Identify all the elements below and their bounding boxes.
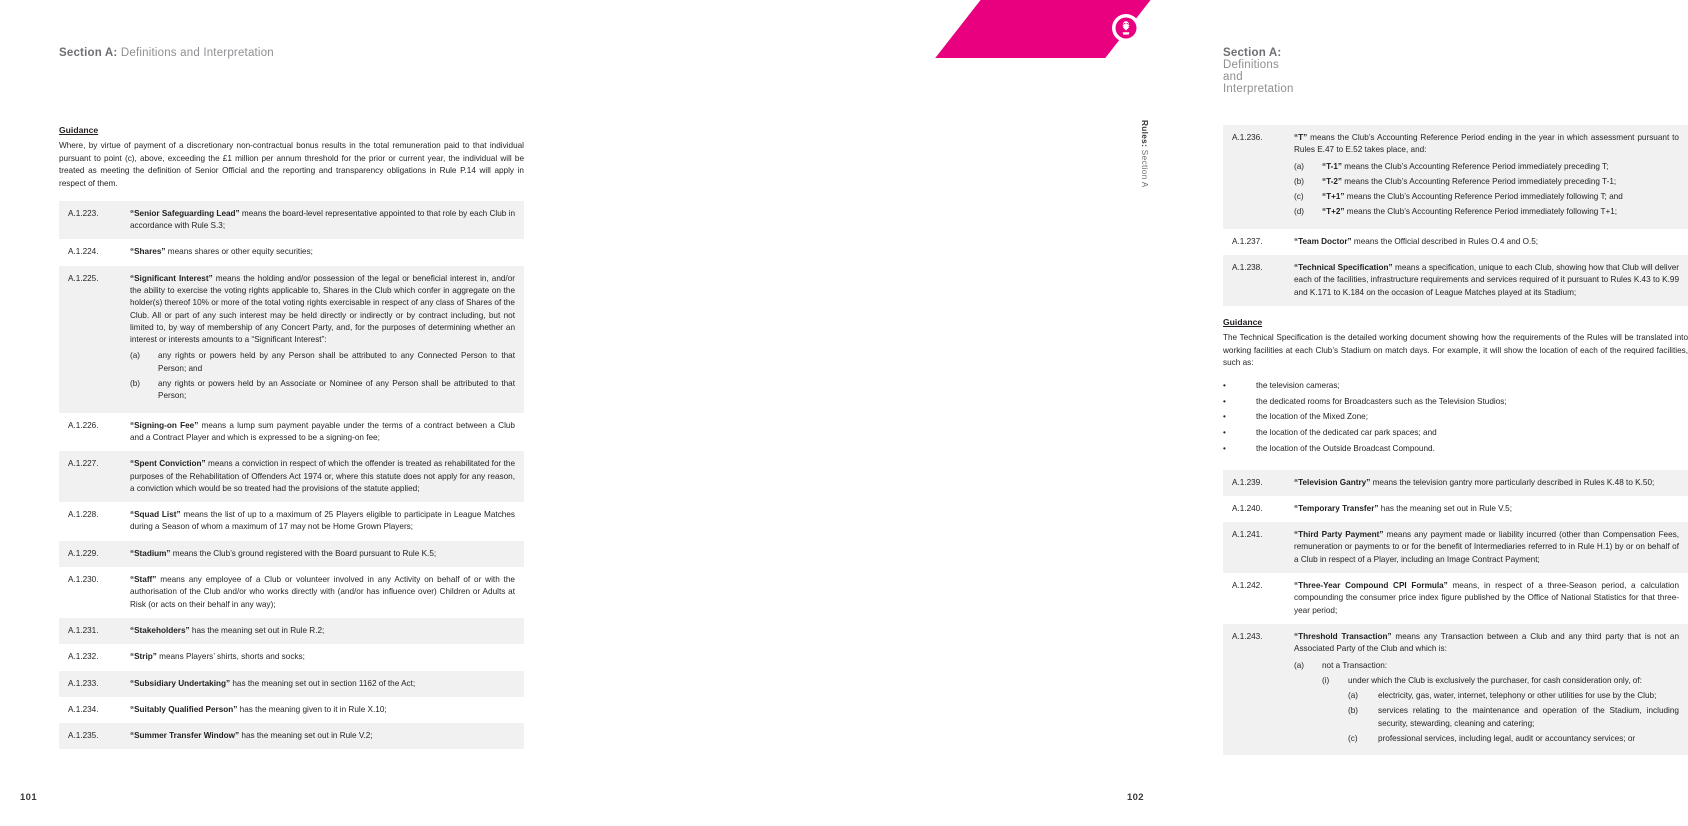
definition-sublist xyxy=(1294,161,1679,219)
definition-text: has the meaning set out in Rule V.5; xyxy=(1378,503,1512,513)
definition-body xyxy=(121,451,524,502)
list-item-term: “T+2” xyxy=(1322,207,1345,217)
definition-body xyxy=(1285,255,1688,306)
list-item-term: “T+1” xyxy=(1322,192,1345,202)
definition-number: A.1.227. xyxy=(59,451,121,502)
table-row xyxy=(59,413,524,452)
definition-text: has the meaning set out in Rule V.2; xyxy=(239,731,373,741)
definition-number: A.1.237. xyxy=(1223,229,1285,255)
list-item-text: means the Club’s Accounting Reference Period immediately following T+1; xyxy=(1344,207,1618,217)
list-item-label: (b) xyxy=(1294,176,1305,186)
definition-sublist-level3 xyxy=(1348,690,1679,745)
list-item-label: (a) xyxy=(1294,161,1305,171)
table-row xyxy=(1223,125,1688,229)
list-item-text: any rights or powers held by any Person shall be attributed to any Connected Person to that Person; and xyxy=(158,351,515,373)
page-number-left: 101 xyxy=(20,792,38,803)
definition-text: has the meaning set out in Rule R.2; xyxy=(189,625,325,635)
table-row xyxy=(59,567,524,618)
definition-body xyxy=(121,413,524,452)
list-item: • the location of the dedicated car park spaces; and xyxy=(1223,427,1688,440)
list-item-label: (i) xyxy=(1322,675,1330,685)
definition-term: “Senior Safeguarding Lead” xyxy=(130,208,240,218)
definition-term: “Three-Year Compound CPI Formula” xyxy=(1294,581,1448,591)
definition-body xyxy=(1285,522,1688,573)
definition-body xyxy=(121,671,524,697)
right-content-column xyxy=(1223,125,1688,755)
list-item xyxy=(130,378,515,403)
definition-text: means the holding and/or possession of the legal or beneficial interest in, and/or the ability to exercise the voting rights applicable to, Shares in the Club which confer in aggregate on the holder(s) thereof 10% or more of the total voting rights exercisable in respect of any class of Shares of the Club. All or part of any such interest may be held directly or indirectly or by contract including, but not limited to, by way of membership of any Concert Party, and, for the purposes of determining whether an interest or interests amounts to a “Significant Interest”: xyxy=(130,273,515,345)
definition-text: means a specification, unique to each Club, showing how that Club will deliver each of the facilities, infrastructure requirements and services required of it pursuant to Rules K.43 to K.99 and K.171 to K.184 on the occasion of League Matches played at its Stadium; xyxy=(1294,263,1679,297)
table-row xyxy=(1223,496,1688,522)
list-item xyxy=(130,350,515,375)
definition-number: A.1.243. xyxy=(1223,624,1285,755)
right-page xyxy=(582,0,1688,826)
list-item xyxy=(1294,660,1679,746)
definition-number: A.1.233. xyxy=(59,671,121,697)
list-item-label: (a) xyxy=(1348,691,1359,701)
definitions-table-left xyxy=(59,201,524,750)
definition-term: “Spent Conviction” xyxy=(130,459,206,469)
table-row xyxy=(1223,470,1688,496)
table-row xyxy=(59,644,524,670)
table-row xyxy=(59,201,524,240)
definition-number: A.1.223. xyxy=(59,201,121,240)
definition-body xyxy=(121,502,524,541)
definition-number: A.1.228. xyxy=(59,502,121,541)
running-head-title: Definitions and Interpretation xyxy=(1223,59,1294,95)
definition-text: means the television gantry more particularly described in Rules K.48 to K.50; xyxy=(1370,477,1655,487)
left-page xyxy=(0,0,582,826)
table-row xyxy=(1223,522,1688,573)
definition-text: means, in respect of a three-Season period, a calculation compounding the consumer price index figure published by the Office of National Statistics for that three-year period; xyxy=(1294,581,1680,615)
list-item-text: means the Club’s Accounting Reference Period immediately following T; and xyxy=(1344,192,1623,202)
running-head-section: Section A: xyxy=(1223,47,1282,59)
definition-term: “Significant Interest” xyxy=(130,273,213,283)
definition-number: A.1.242. xyxy=(1223,573,1285,624)
definition-body xyxy=(1285,229,1688,255)
definition-number: A.1.224. xyxy=(59,239,121,265)
definition-sublist-level2 xyxy=(1322,675,1679,745)
definition-term: “Television Gantry” xyxy=(1294,477,1371,487)
list-item-label: (b) xyxy=(1348,706,1359,716)
side-tab-label: Rules: xyxy=(1140,120,1150,148)
definition-body xyxy=(121,239,524,265)
list-item xyxy=(1294,161,1679,173)
list-item-label: (b) xyxy=(130,379,141,389)
section-side-tab xyxy=(1136,120,1150,188)
definition-text: means the list of up to a maximum of 25 Players eligible to participate in League Matches during a Season of whom a maximum of 17 may not be Home Grown Players; xyxy=(130,510,515,532)
list-item-label: (c) xyxy=(1294,192,1304,202)
section-spacer xyxy=(1223,459,1688,470)
page-number-right: 102 xyxy=(1126,792,1144,803)
definition-number: A.1.240. xyxy=(1223,496,1285,522)
definition-sublist xyxy=(130,350,515,402)
definition-number: A.1.234. xyxy=(59,697,121,723)
table-row xyxy=(59,451,524,502)
list-item-label: (a) xyxy=(1294,660,1305,670)
table-row xyxy=(59,239,524,265)
definition-body xyxy=(1285,496,1688,522)
definition-text: means a conviction in respect of which the offender is treated as rehabilitated for the purposes of the Rehabilitation of Offenders Act 1974 or, where this statute does not apply for any reason, a conviction which would be so treated had the provisions of the statute applied; xyxy=(130,459,515,493)
definition-body xyxy=(121,697,524,723)
running-head xyxy=(1223,47,1294,95)
list-item-term: “T-2” xyxy=(1322,176,1343,186)
definition-text: means shares or other equity securities; xyxy=(165,247,313,257)
table-row xyxy=(1223,573,1688,624)
list-item xyxy=(1348,690,1679,702)
definition-term: “Summer Transfer Window” xyxy=(130,731,240,741)
table-row xyxy=(1223,255,1688,306)
definition-number: A.1.229. xyxy=(59,541,121,567)
definition-text: has the meaning set out in section 1162 of the Act; xyxy=(230,678,416,688)
definition-number: A.1.225. xyxy=(59,266,121,413)
definition-term: “Technical Specification” xyxy=(1294,263,1393,273)
table-row xyxy=(59,671,524,697)
definition-term: “Stadium” xyxy=(130,548,171,558)
list-item xyxy=(1294,191,1679,203)
definition-text: has the meaning given to it in Rule X.10; xyxy=(237,704,387,714)
definition-term: “Signing-on Fee” xyxy=(130,420,199,430)
list-item-label: (d) xyxy=(1294,207,1305,217)
table-row xyxy=(1223,624,1688,755)
definition-text: means any payment made or liability incurred (other than Compensation Fees, remuneration or payments to or for the benefit of Intermediaries referred to in Rule H.1) by or on behalf of a Club in respect of a Player, including an Image Contract Payment; xyxy=(1294,530,1680,564)
table-row xyxy=(59,618,524,644)
definition-text: means any Transaction between a Club and any third party that is not an Associated Party of the Club and which is: xyxy=(1294,631,1679,654)
definition-body xyxy=(121,201,524,240)
definition-body xyxy=(1285,573,1688,624)
guidance-paragraph: The Technical Specification is the detailed working document showing how the requirements of the Rules will be translated into working facilities at each Club’s Stadium on match days. For example, it will show the location of each of the required facilities, such as: xyxy=(1223,332,1688,368)
list-item-text: means the Club’s Accounting Reference Period immediately preceding T-1; xyxy=(1342,176,1617,186)
guidance-heading: Guidance xyxy=(1223,316,1263,327)
definition-body xyxy=(1285,470,1688,496)
definition-number: A.1.231. xyxy=(59,618,121,644)
definition-term: “Squad List” xyxy=(130,510,181,520)
definition-number: A.1.232. xyxy=(59,644,121,670)
list-item-text: professional services, including legal, audit or accountancy services; or xyxy=(1378,734,1636,744)
list-item xyxy=(1294,206,1679,218)
definitions-table-right-top xyxy=(1223,125,1688,306)
definition-number: A.1.235. xyxy=(59,723,121,749)
definition-term: “Stakeholders” xyxy=(130,625,190,635)
definition-number: A.1.230. xyxy=(59,567,121,618)
definition-body xyxy=(1285,125,1688,229)
definition-number: A.1.236. xyxy=(1223,125,1285,229)
definition-term: “Subsidiary Undertaking” xyxy=(130,678,231,688)
list-item xyxy=(1348,705,1679,730)
list-item-text: electricity, gas, water, internet, telephony or other utilities for use by the Club; xyxy=(1378,691,1657,701)
definition-text: means any employee of a Club or volunteer involved in any Activity on behalf of or with the authorisation of the Club and/or who works directly with (and/or has influence over) Children or Adults at Risk (or acts on their behalf in any way); xyxy=(130,575,515,609)
running-head-section: Section A: xyxy=(59,47,118,59)
definition-term: “Strip” xyxy=(130,652,157,662)
table-row xyxy=(59,502,524,541)
guidance-heading: Guidance xyxy=(59,125,99,135)
definition-term: “Third Party Payment” xyxy=(1294,530,1384,540)
definition-term: “Suitably Qualified Person” xyxy=(130,704,238,714)
guidance-paragraph: Where, by virtue of payment of a discretionary non-contractual bonus results in the total remuneration paid to that individual pursuant to point (c), above, exceeding the £1 million per annum threshold for the prior or current year, the individual will be treated as meeting the definition of Senior Official and the reporting and transparency obligations in Rule P.14 will apply in respect of them. xyxy=(59,141,524,189)
side-tab-section: Section A xyxy=(1140,147,1150,188)
definition-text: means the Club’s ground registered with the Board pursuant to Rule K.5; xyxy=(170,548,437,558)
definition-term: “Threshold Transaction” xyxy=(1294,631,1392,641)
definition-body xyxy=(121,644,524,670)
table-row xyxy=(59,266,524,413)
list-item xyxy=(1348,733,1679,745)
definition-text: means the board-level representative appointed to that role by each Club in accordance with Rule S.3; xyxy=(130,208,516,231)
list-item-term: “T-1” xyxy=(1322,161,1343,171)
definitions-table-right-bottom xyxy=(1223,470,1688,756)
definition-term: “Shares” xyxy=(130,247,166,257)
left-content-column xyxy=(59,125,524,749)
list-item xyxy=(1322,675,1679,745)
definition-body xyxy=(121,567,524,618)
list-item: • the location of the Outside Broadcast Compound. xyxy=(1223,443,1688,456)
definition-text: means the Official described in Rules O.4 and O.5; xyxy=(1351,236,1539,246)
table-row xyxy=(59,723,524,749)
definition-number: A.1.238. xyxy=(1223,255,1285,306)
definition-number: A.1.239. xyxy=(1223,470,1285,496)
definition-term: “T” xyxy=(1294,133,1308,142)
list-item-text: not a Transaction: xyxy=(1322,660,1388,670)
definition-text: means the Club’s Accounting Reference Period ending in the year in which assessment pursuant to Rules E.47 to E.52 takes place, and: xyxy=(1294,133,1679,155)
definition-term: “Team Doctor” xyxy=(1294,236,1352,246)
list-item: • the television cameras; xyxy=(1223,380,1688,393)
list-item: • the dedicated rooms for Broadcasters such as the Television Studios; xyxy=(1223,396,1688,409)
definition-sublist xyxy=(1294,660,1679,746)
table-row xyxy=(1223,229,1688,255)
table-row xyxy=(59,541,524,567)
definition-body xyxy=(121,618,524,644)
list-item-text: services relating to the maintenance and operation of the Stadium, including security, stewarding, cleaning and catering; xyxy=(1378,706,1679,728)
definition-term: “Temporary Transfer” xyxy=(1294,503,1379,513)
running-head xyxy=(59,47,274,59)
table-row xyxy=(59,697,524,723)
definition-body xyxy=(121,541,524,567)
definition-body xyxy=(1285,624,1688,755)
list-item-label: (a) xyxy=(130,351,141,361)
definition-body xyxy=(121,723,524,749)
list-item-text: under which the Club is exclusively the purchaser, for cash consideration only, of: xyxy=(1348,675,1642,685)
list-item xyxy=(1294,176,1679,188)
running-head-title: Definitions and Interpretation xyxy=(117,47,274,59)
list-item-text: any rights or powers held by an Associate or Nominee of any Person shall be attributed to that Person; xyxy=(158,379,515,401)
list-item-label: (c) xyxy=(1348,734,1358,744)
list-item: • the location of the Mixed Zone; xyxy=(1223,411,1688,424)
definition-number: A.1.241. xyxy=(1223,522,1285,573)
definition-body xyxy=(121,266,524,413)
list-item-text: means the Club’s Accounting Reference Period immediately preceding T; xyxy=(1342,161,1609,171)
guidance-bullet-list xyxy=(1223,380,1688,456)
definition-text: means a lump sum payment payable under the terms of a contract between a Club and a Contract Player and which is expressed to be a signing-on fee; xyxy=(130,420,515,442)
definition-term: “Staff” xyxy=(130,575,157,585)
definition-number: A.1.226. xyxy=(59,413,121,452)
definition-text: means Players’ shirts, shorts and socks; xyxy=(156,652,305,662)
